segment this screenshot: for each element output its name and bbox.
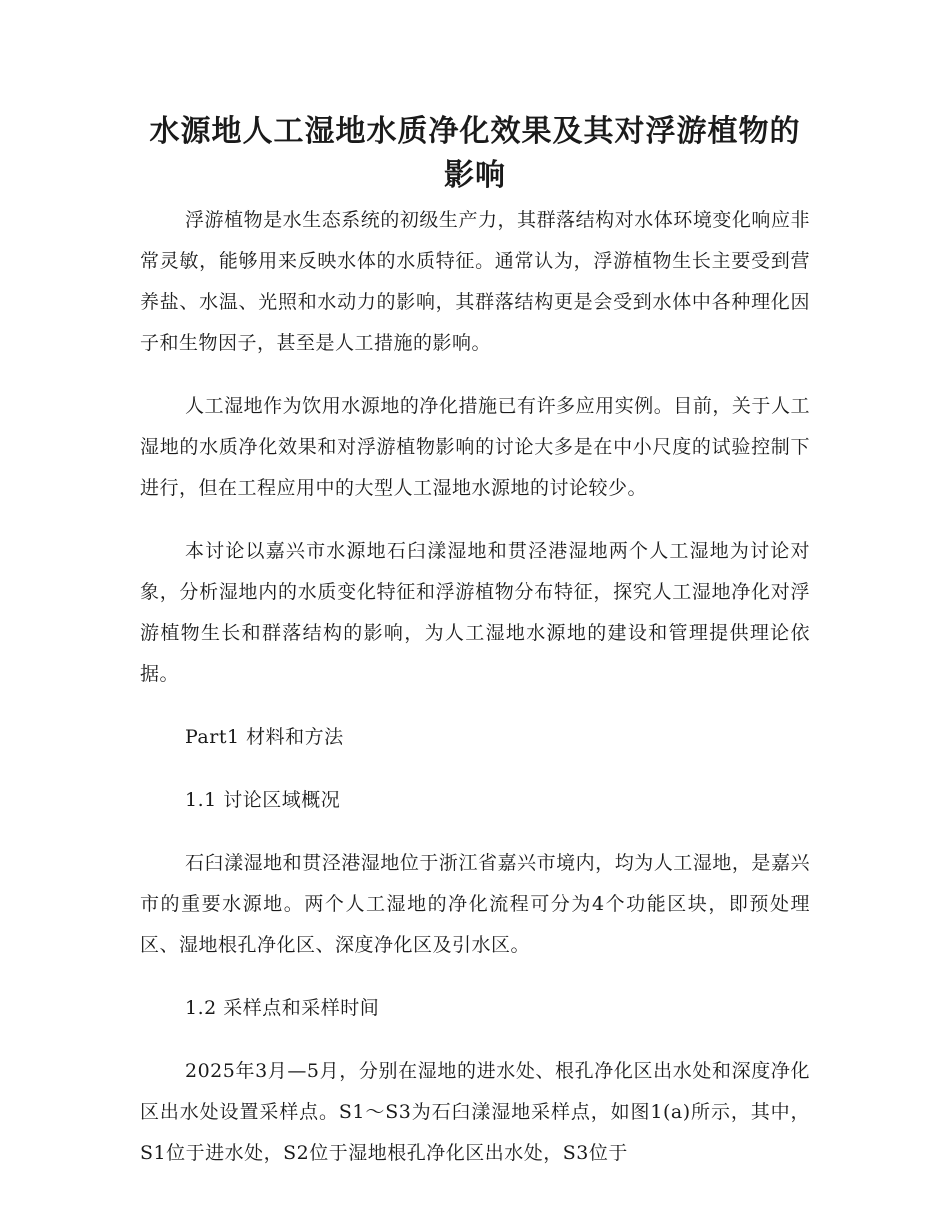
document-title: 水源地人工湿地水质净化效果及其对浮游植物的影响: [149, 114, 801, 193]
paragraph-intro-phytoplankton: 浮游植物是水生态系统的初级生产力，其群落结构对水体环境变化响应非常灵敏，能够用来反映水体的水质特征。通常认为，浮游植物生长主要受到营养盐、水温、光照和水动力的影响，其群落结构更是会受到水体中各种理化因子和生物因子，甚至是人工措施的影响。: [140, 209, 810, 354]
paragraph-constructed-wetland-background: 人工湿地作为饮用水源地的净化措施已有许多应用实例。目前，关于人工湿地的水质净化效果和对浮游植物影响的讨论大多是在中小尺度的试验控制下进行，但在工程应用中的大型人工湿地水源地的讨论较少。: [140, 395, 810, 499]
subsection-heading-sampling: 1.2 采样点和采样时间: [185, 997, 380, 1019]
paragraph-study-purpose: 本讨论以嘉兴市水源地石臼漾湿地和贯泾港湿地两个人工湿地为讨论对象，分析湿地内的水质变化特征和浮游植物分布特征，探究人工湿地净化对浮游植物生长和群落结构的影响，为人工湿地水源地的建设和管理提供理论依据。: [140, 540, 810, 685]
document-body: [140, 200, 810, 1196]
paragraph-study-area: 石臼漾湿地和贯泾港湿地位于浙江省嘉兴市境内，均为人工湿地，是嘉兴市的重要水源地。两个人工湿地的净化流程可分为4个功能区块，即预处理区、湿地根孔净化区、深度净化区及引水区。: [140, 852, 810, 956]
section-heading-materials-methods: Part1 材料和方法: [185, 726, 344, 748]
subsection-heading-study-area: 1.1 讨论区域概况: [185, 789, 341, 811]
paragraph-sampling: 2025年3月—5月，分别在湿地的进水处、根孔净化区出水处和深度净化区出水处设置采样点。S1～S3为石臼漾湿地采样点，如图1(a)所示，其中，S1位于进水处，S2位于湿地根孔净化区出水处，S3位于: [140, 1060, 810, 1164]
